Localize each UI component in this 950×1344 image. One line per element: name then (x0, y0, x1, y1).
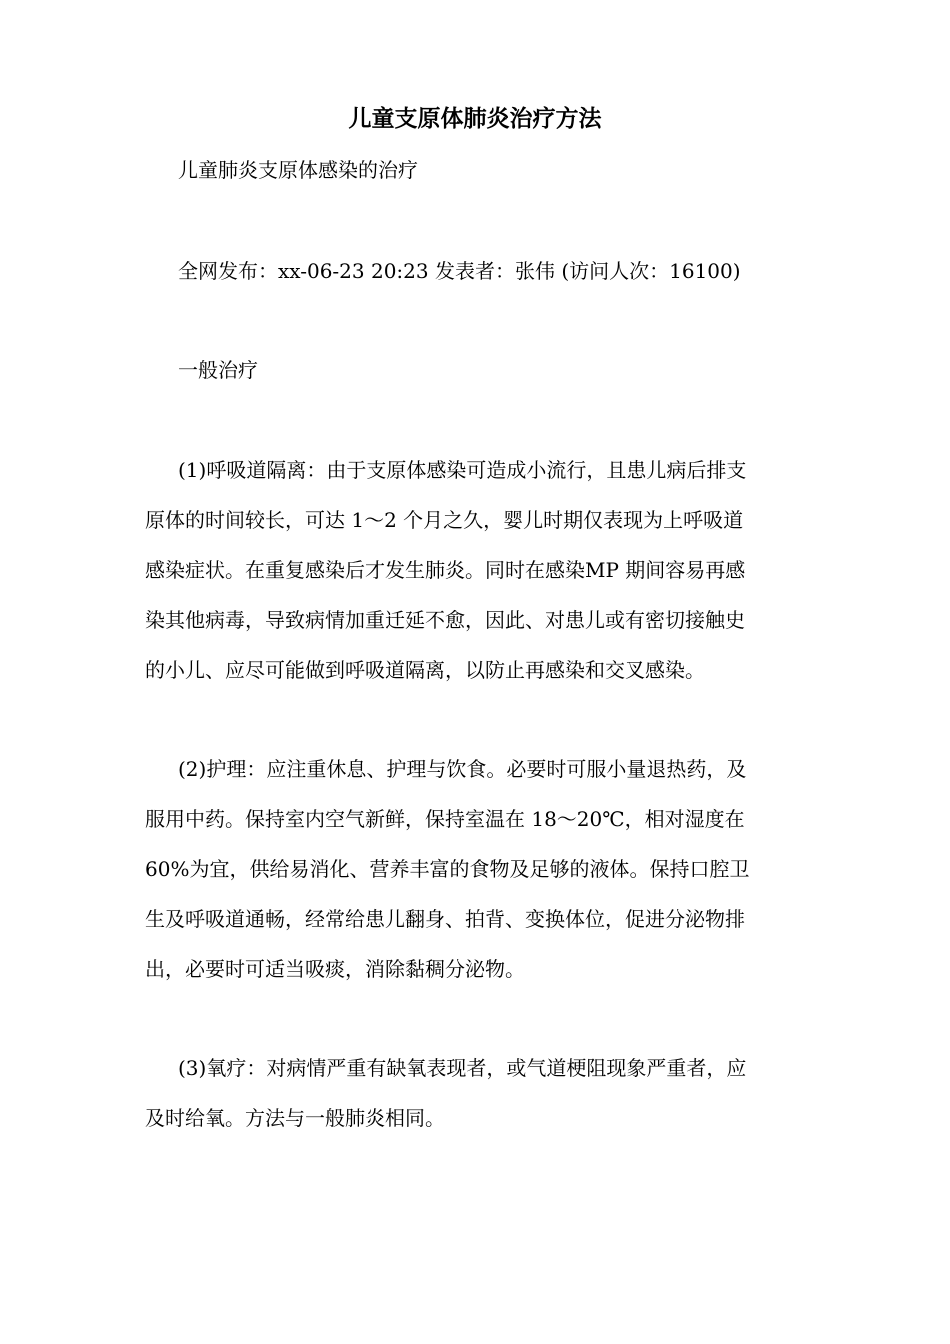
paragraph-2-line-2: 服用中药。保持室内空气新鲜，保持室温在 18～20℃，相对湿度在 (145, 807, 745, 831)
paragraph-1-line-3: 感染症状。在重复感染后才发生肺炎。同时在感染MP 期间容易再感 (145, 558, 746, 582)
paragraph-1-line-2: 原体的时间较长，可达 1～2 个月之久，婴儿时期仅表现为上呼吸道 (145, 508, 744, 532)
paragraph-1-line-5: 的小儿、应尽可能做到呼吸道隔离，以防止再感染和交叉感染。 (145, 658, 705, 682)
document-title: 儿童支原体肺炎治疗方法 (348, 105, 602, 132)
paragraph-2-line-1: (2)护理：应注重休息、护理与饮食。必要时可服小量退热药，及 (178, 757, 747, 781)
paragraph-2-line-4: 生及呼吸道通畅，经常给患儿翻身、拍背、变换体位，促进分泌物排 (145, 907, 745, 931)
publish-meta: 全网发布：xx-06-23 20:23 发表者：张伟 (访问人次：16100) (178, 259, 741, 283)
paragraph-3-line-2: 及时给氧。方法与一般肺炎相同。 (145, 1106, 445, 1130)
paragraph-2-line-3: 60%为宜，供给易消化、营养丰富的食物及足够的液体。保持口腔卫 (145, 857, 750, 881)
document-subtitle: 儿童肺炎支原体感染的治疗 (178, 158, 418, 182)
section-heading: 一般治疗 (178, 358, 258, 382)
paragraph-1-line-4: 染其他病毒，导致病情加重迁延不愈，因此、对患儿或有密切接触史 (145, 608, 745, 632)
paragraph-2-line-5: 出，必要时可适当吸痰，消除黏稠分泌物。 (145, 957, 525, 981)
paragraph-3-line-1: (3)氧疗：对病情严重有缺氧表现者，或气道梗阻现象严重者，应 (178, 1056, 747, 1080)
paragraph-1-line-1: (1)呼吸道隔离：由于支原体感染可造成小流行，且患儿病后排支 (178, 458, 747, 482)
